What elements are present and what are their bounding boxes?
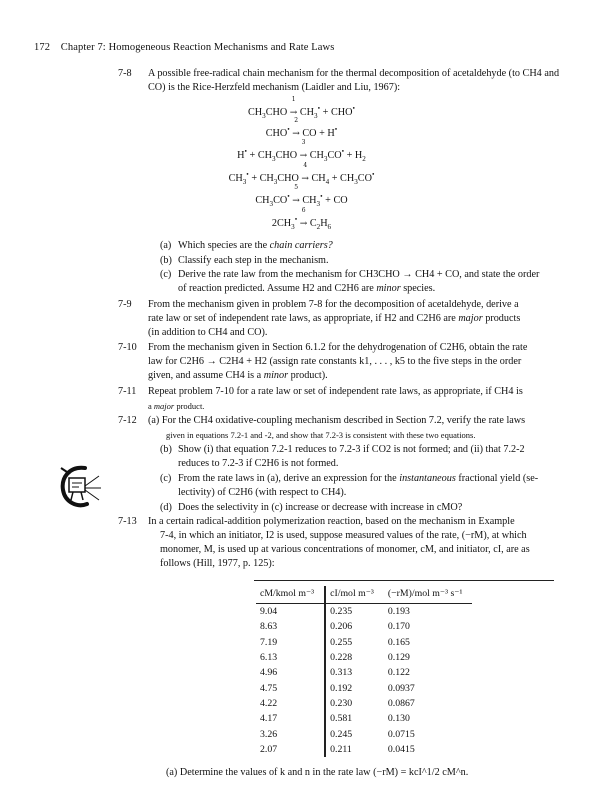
chapter-label: Chapter 7: [60,42,106,53]
arrow-icon: 2 → [292,117,300,139]
problem-number: 7-8 [118,68,132,79]
arrow-icon: 6 → [299,207,308,229]
page-number: 172 [34,42,51,53]
column-header: cI/mol m⁻³ [325,586,384,604]
problem-7-8-part-a: (a) Which species are the chain carriers? [160,240,333,251]
column-header: (−rM)/mol m⁻³ s⁻¹ [384,586,473,604]
table-row: 4.17 0.581 0.130 [256,711,472,726]
column-header: cM/kmol m⁻³ [256,586,324,604]
problem-7-12: 7-12 (a) For the CH4 oxidative-coupling mechanism described in Section 7.2, verify the rate laws given in equations 7.2-1 and -2, and show that 7.2-3 is consistent with these two equations. [118,415,526,440]
problem-7-12-part-b: (b) Show (i) that equation 7.2-1 reduces to 7.2-3 if CO2 is not formed; and (ii) that 7.2-2 reduces to 7.2-3 if C2H6 is not formed. [160,444,525,469]
table-row: 2.07 0.211 0.0415 [256,742,472,757]
chapter-title: Homogeneous Reaction Mechanisms and Rate Laws [108,42,335,53]
problem-7-13-part-a: (a) Determine the values of k and n in the rate law (−rM) = kcI^1/2 cM^n. [166,767,469,778]
problem-7-13: 7-13 In a certain radical-addition polymerization reaction, based on the mechanism in Example 7-4, in which an initiator, I2 is used, suppose measured values of the rate, (−rM), at which monomer, M, is used up at various concentrations of monomer, cM, and initiator, cI, are as follows (Hill, 1977, p. 125): [118,516,530,569]
table-row: 6.13 0.228 0.129 [256,650,472,665]
reaction-6: $2CH_3^•$ 6 → $C_2H_6$ [271,207,332,232]
problem-7-8-part-c: (c) Derive the rate law from the mechanism for CH3CHO → CH4 + CO, and state the order of reaction predicted. Assume H2 and C2H6 are minor species. [160,269,540,294]
table-row: 3.26 0.245 0.0715 [256,726,472,741]
problem-7-8 [118,67,568,95]
reaction-3: $H^• + CH_3CHO$ 3 → $CH_3CO^• + H_2$ [237,139,366,164]
table-row: 4.96 0.313 0.122 [256,665,472,680]
problem-text: A possible free-radical chain mechanism for the thermal decomposition of acetaldehyde (to CH4 and CO) is the Rice-Herzfeld mechanism (Laidler and Liu, 1967): [148,68,560,93]
problem-number: 7-11 [118,386,137,397]
problem-number: 7-9 [118,299,132,310]
table-top-rule [254,580,554,581]
problem-7-12-part-c: (c) From the rate laws in (a), derive an expression for the instantaneous fractional yield (se- lectivity) of C2H6 (with respect to CH4). [160,473,539,498]
table-row: 7.19 0.255 0.165 [256,635,472,650]
table-row: 4.75 0.192 0.0937 [256,680,472,695]
arrow-icon: 1 → [289,96,298,118]
computer-problem-icon [55,462,105,512]
running-header [34,42,334,53]
problem-7-10: 7-10 From the mechanism given in Section 6.1.2 for the dehydrogenation of C2H6, obtain the rate law for C2H6 → C2H4 + H2 (assign rate constants k1, . . . , k5 to the five steps in the order given, and assume CH4 is a minor product). [118,342,528,381]
table-row: 4.22 0.230 0.0867 [256,696,472,711]
reaction-4: $CH_3^• + CH_3CHO$ 4 → $CH_4 + CH_3CO^•$ [228,162,375,187]
problem-7-8-part-b: (b) Classify each step in the mechanism. [160,255,329,266]
problem-7-12-part-d: (d) Does the selectivity in (c) increase or decrease with increase in cMO? [160,502,463,513]
reaction-5: $CH_3CO^•$ 5 → $CH_3^•$ + CO [255,184,348,209]
problem-number: 7-10 [118,342,137,353]
reaction-1: $CH_3CHO$ 1 → $CH_3^• + CHO^•$ [248,96,355,121]
problem-number: 7-13 [118,516,137,527]
problem-number: 7-12 [118,415,137,426]
arrow-icon: 3 → [299,139,308,161]
table-row: 8.63 0.206 0.170 [256,619,472,634]
problem-7-11: 7-11 Repeat problem 7-10 for a rate law or set of independent rate laws, as appropriate, if CH4 is a major product. [118,386,523,411]
table-row: 9.04 0.235 0.193 [256,604,472,620]
arrow-icon: 5 → [292,184,300,206]
reaction-2: CHO• 2 → CO + H• [265,117,338,139]
problem-7-9: 7-9 From the mechanism given in problem 7-8 for the decomposition of acetaldehyde, derive a rate law or set of independent rate laws, as appropriate, if H2 and C2H6 are major products (in addition to CH4 and CO). [118,299,521,338]
rate-data-table [256,586,472,757]
table-header-row [256,586,472,604]
arrow-icon: 4 → [301,162,309,184]
